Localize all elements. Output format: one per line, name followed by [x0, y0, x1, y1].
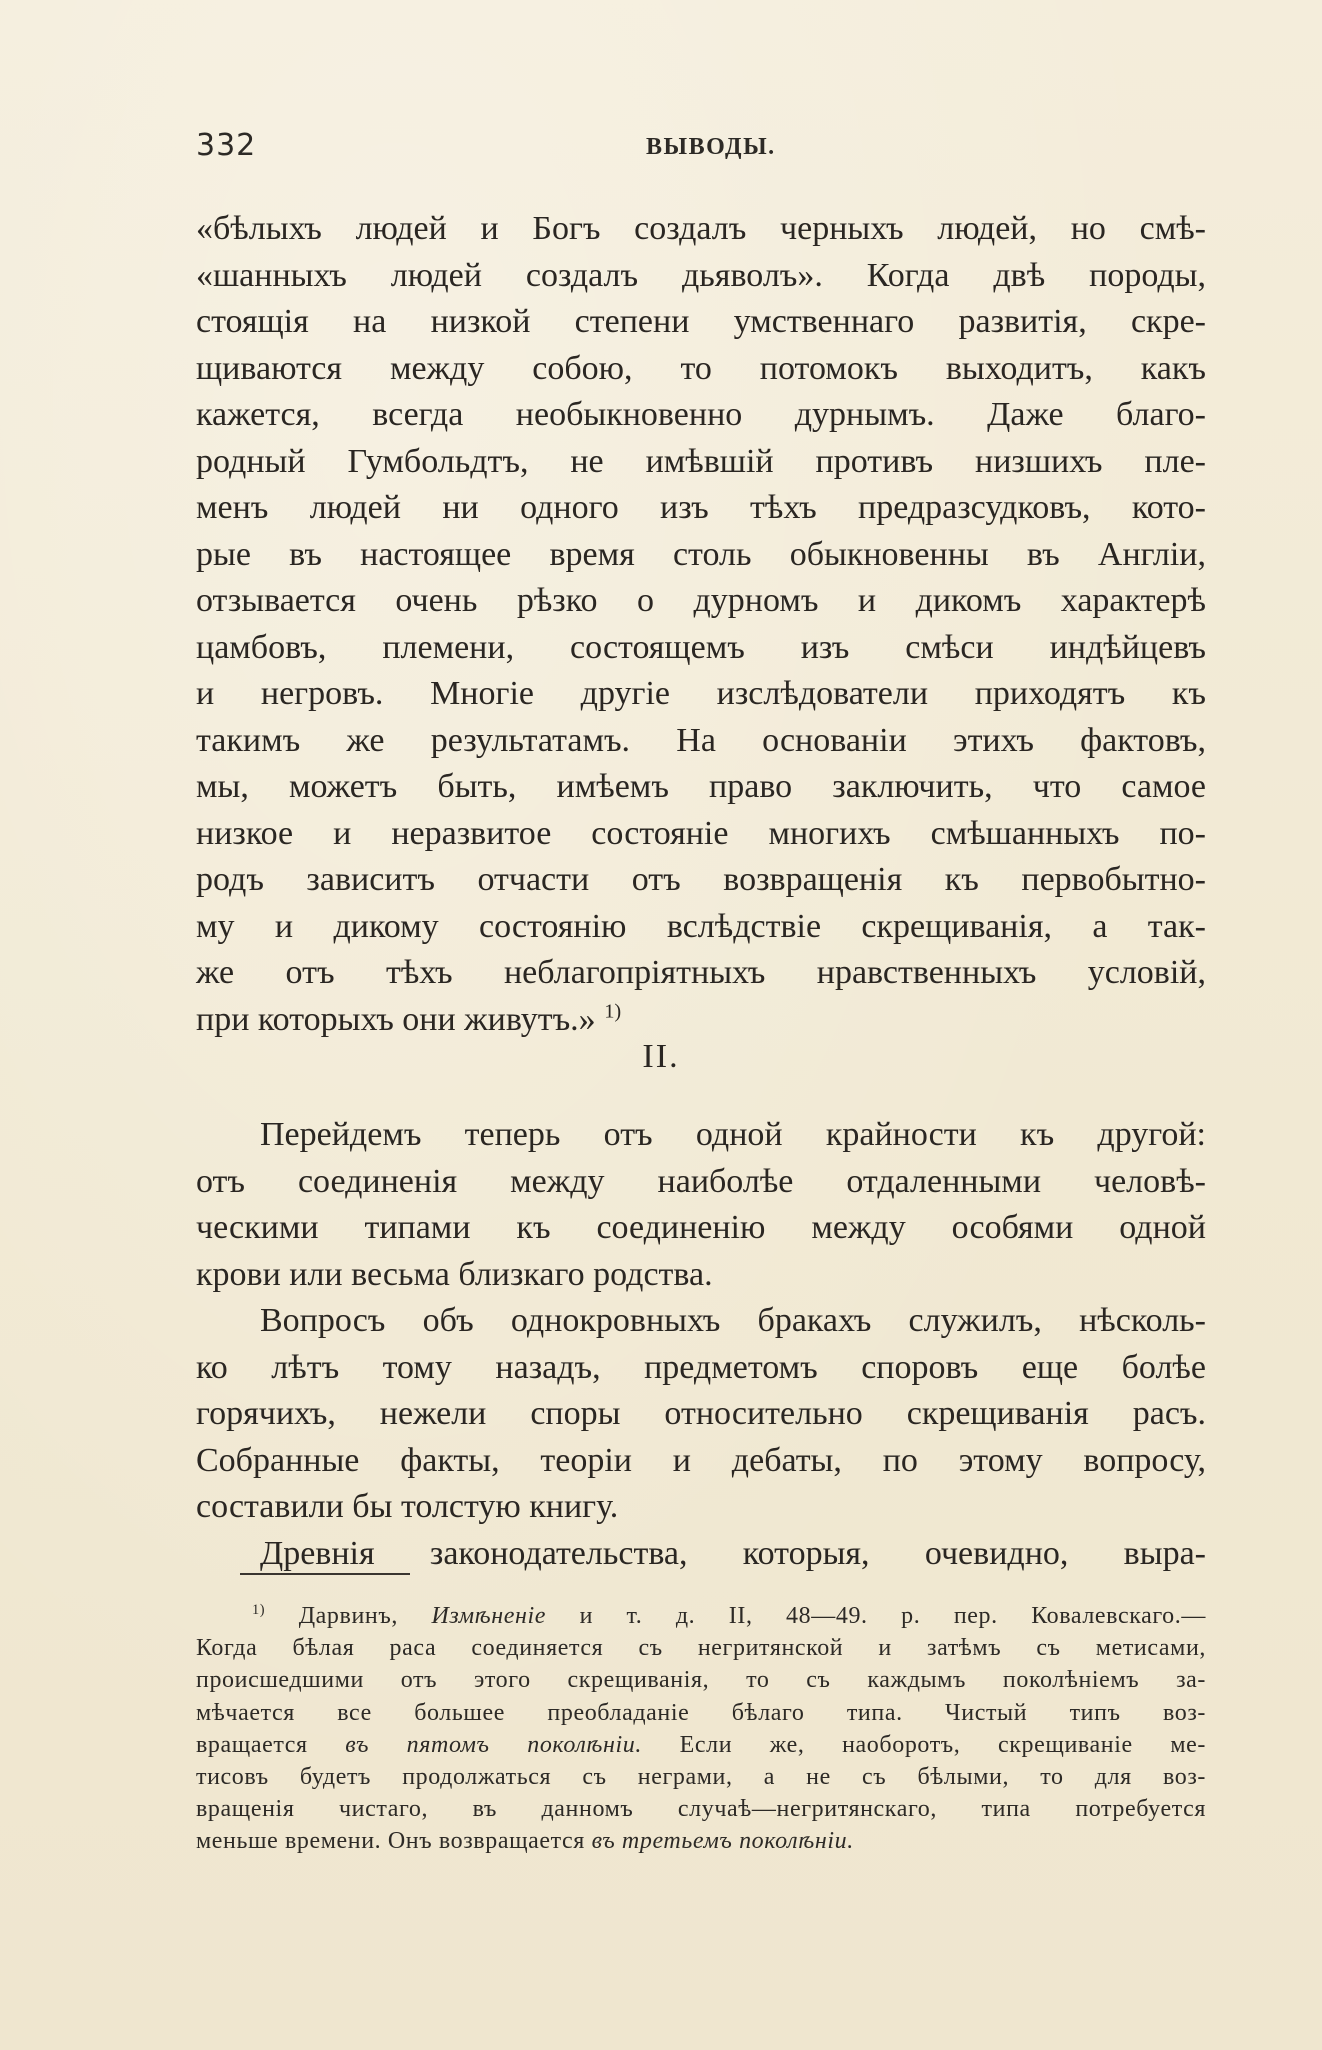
footnote-line — [196, 1825, 1206, 1857]
running-head: ВЫВОДЫ. — [646, 134, 776, 160]
footnote-text: Если же, наоборотъ, скрещиваніе ме- — [679, 1731, 1206, 1758]
text-line: Древнія законодательства, которыя, очевидно, выра- — [260, 1534, 1206, 1572]
text-line: кажется, всегда необыкновенно дурнымъ. Даже благо- — [196, 396, 1206, 433]
text-line: стоящія на низкой степени умственнаго развитія, скре- — [196, 303, 1206, 340]
text-line: Перейдемъ теперь отъ одной крайности къ другой: — [260, 1116, 1206, 1153]
text-line: му и дикому состоянію вслѣдствіе скрещиванія, а так- — [196, 907, 1206, 945]
footnote-line: мѣчается все большее преобладаніе бѣлаго типа. Чистый типъ воз- — [196, 1699, 1206, 1726]
footnote-italic-title: Измѣненіе — [431, 1603, 547, 1629]
text-line: «бѣлыхъ людей и Богъ создалъ черныхъ людей, но смѣ- — [196, 210, 1206, 247]
text-line: составили бы толстую книгу. — [196, 1488, 619, 1525]
footnote-italic: въ третьемъ поколѣніи. — [591, 1828, 854, 1855]
text-line: родъ зависитъ отчасти отъ возвращенія къ первобытно- — [196, 861, 1206, 898]
text-line: Вопросъ объ однокровныхъ бракахъ служилъ, нѣсколь- — [260, 1302, 1206, 1339]
footnote-line: вращенія чистаго, въ данномъ случаѣ—негритянскаго, типа потребуется — [196, 1796, 1206, 1823]
footnote-line: тисовъ будетъ продолжаться съ неграми, а не съ бѣлыми, то для воз- — [196, 1764, 1206, 1791]
text-line: отъ соединенія между наиболѣе отдаленными человѣ- — [196, 1162, 1206, 1200]
text-line: родный Гумбольдтъ, не имѣвшій противъ низшихъ пле- — [196, 442, 1206, 480]
text-line — [196, 997, 1206, 1044]
section-heading: II. — [642, 1038, 680, 1075]
text-line: и негровъ. Многіе другіе изслѣдователи приходятъ къ — [196, 675, 1206, 712]
page-number: 332 — [196, 128, 257, 163]
text-line: щиваются между собою, то потомокъ выходитъ, какъ — [196, 349, 1206, 387]
text-line: же отъ тѣхъ неблагопріятныхъ нравственныхъ условій, — [196, 954, 1206, 991]
footnote-line: Когда бѣлая раса соединяется съ негритянской и затѣмъ съ метисами, — [196, 1635, 1206, 1662]
text-line: ко лѣтъ тому назадъ, предметомъ споровъ еще болѣе — [196, 1348, 1206, 1386]
footnote — [196, 1600, 1206, 1858]
text-line: «шанныхъ людей создалъ дьяволъ». Когда двѣ породы, — [196, 256, 1206, 294]
footnote-text: и т. д. II, 48—49. р. пер. Ковалевскаго.— — [579, 1603, 1206, 1629]
paragraph-block-1 — [196, 206, 1206, 1043]
text-line: цамбовъ, племени, состоящемъ изъ смѣси индѣйцевъ — [196, 628, 1206, 666]
footnote-reference: 1) — [604, 1000, 622, 1023]
footnote-mark: 1) — [252, 1602, 266, 1618]
footnote-text: вращается — [196, 1731, 308, 1758]
text-line: такимъ же результатамъ. На основаніи этихъ фактовъ, — [196, 721, 1206, 759]
text-line: менъ людей ни одного изъ тѣхъ предразсудковъ, кото- — [196, 489, 1206, 526]
text-line: горячихъ, нежели споры относительно скрещиванія расъ. — [196, 1395, 1206, 1432]
text-line: ческими типами къ соединенію между особями одной — [196, 1209, 1206, 1246]
footnote-line: происшедшими отъ этого скрещиванія, то съ каждымъ поколѣніемъ за- — [196, 1667, 1206, 1694]
text-line-content: при которыхъ они живутъ.» — [196, 1000, 596, 1038]
text-line: отзывается очень рѣзко о дурномъ и дикомъ характерѣ — [196, 582, 1206, 619]
footnote-divider — [240, 1573, 410, 1575]
footnote-line — [196, 1729, 1206, 1761]
text-line: Собранные факты, теоріи и дебаты, по этому вопросу, — [196, 1441, 1206, 1479]
text-line: мы, можетъ быть, имѣемъ право заключить, что самое — [196, 768, 1206, 805]
page-header — [196, 128, 1126, 168]
footnote-line — [196, 1600, 1206, 1632]
text-line: низкое и неразвитое состояніе многихъ смѣшанныхъ по- — [196, 814, 1206, 852]
text-line: крови или весьма близкаго родства. — [196, 1255, 713, 1293]
footnote-italic: въ пятомъ поколѣніи. — [345, 1731, 642, 1758]
footnote-text: меньше времени. Онъ возвращается — [196, 1828, 585, 1855]
text-line: рые въ настоящее время столь обыкновенны въ Англіи, — [196, 535, 1206, 573]
paragraph-block-2 — [196, 1112, 1206, 1577]
footnote-text: Дарвинъ, — [298, 1603, 398, 1629]
